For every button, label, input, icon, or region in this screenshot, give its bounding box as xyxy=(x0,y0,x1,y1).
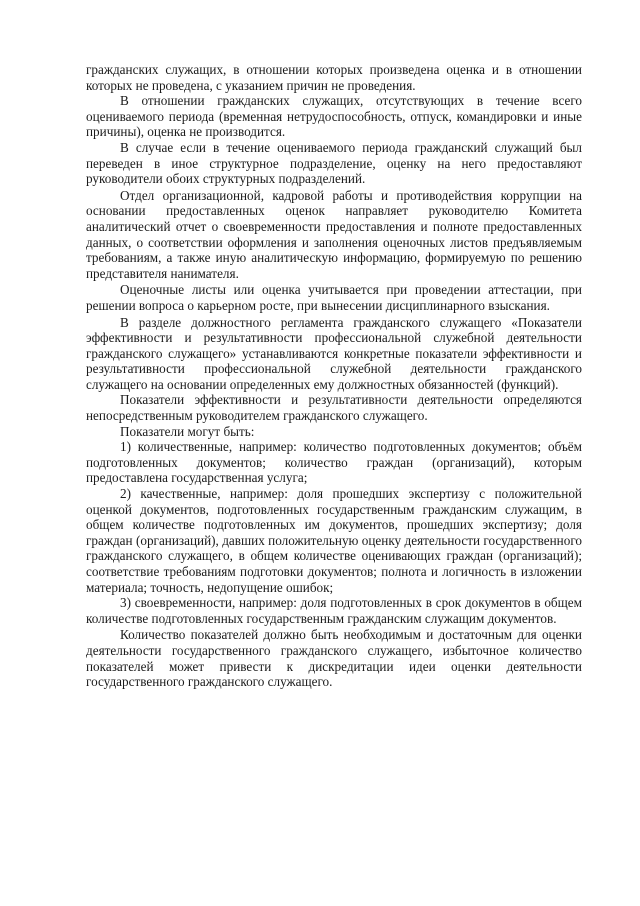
list-item-3: 3) своевременности, например: доля подготовленных в срок документов в общем количестве подготовленных государственным гражданским служащим документов. xyxy=(86,595,582,626)
paragraph-2: В отношении гражданских служащих, отсутствующих в течение всего оцениваемого периода (временная нетрудоспособность, отпуск, командировки и иные причины), оценка не производится. xyxy=(86,93,582,140)
paragraph-3: В случае если в течение оцениваемого периода гражданский служащий был переведен в иное структурное подразделение, оценку на него предоставляют руководители обоих структурных подразделений. xyxy=(86,139,582,187)
document-page xyxy=(86,62,582,690)
paragraph-1: гражданских служащих, в отношении которых произведена оценка и в отношении которых не проведена, с указанием причин не проведения. xyxy=(86,62,582,93)
paragraph-7: Показатели эффективности и результативности деятельности определяются непосредственным руководителем гражданского служащего. xyxy=(86,392,582,424)
list-item-2: 2) качественные, например: доля прошедших экспертизу с положительной оценкой документов, подготовленных государственным гражданским служащим, в общем количестве подготовленных им документов, прошедших экспертизу; доля граждан (организаций), давших положительную оценку деятельности государственного гражданского служащего, в общем количестве оценивающих граждан (организаций); соответствие требованиям подготовки документов; полнота и логичность в изложении материала; точность, недопущение ошибок; xyxy=(86,486,582,595)
paragraph-9: Количество показателей должно быть необходимым и достаточным для оценки деятельности государственного гражданского служащего, избыточное количество показателей может привести к дискредитации идеи оценки деятельности государственного гражданского служащего. xyxy=(86,627,582,690)
paragraph-8: Показатели могут быть: xyxy=(120,423,255,439)
paragraph-6: В разделе должностного регламента гражданского служащего «Показатели эффективности и результативности профессиональной служебной деятельности гражданского служащего» устанавливаются конкретные показатели эффективности и результативности профессиональной служебной деятельности гражданского служащего на основании определенных ему должностных обязанностей (функций). xyxy=(86,314,582,392)
paragraph-5: Оценочные листы или оценка учитывается при проведении аттестации, при решении вопроса о карьерном росте, при вынесении дисциплинарного взыскания. xyxy=(86,282,582,313)
list-item-1: 1) количественные, например: количество подготовленных документов; объём подготовленных документов; количество граждан (организаций), которым предоставлена государственная услуга; xyxy=(86,439,582,486)
paragraph-4: Отдел организационной, кадровой работы и противодействия коррупции на основании предоставленных оценок направляет руководителю Комитета аналитический отчет о своевременности предоставления и полноте предоставленных данных, о соответствии оформления и заполнения оценочных листов предъявляемым требованиям, а также иную аналитическую информацию, формируемую по решению представителя нанимателя. xyxy=(86,187,582,281)
